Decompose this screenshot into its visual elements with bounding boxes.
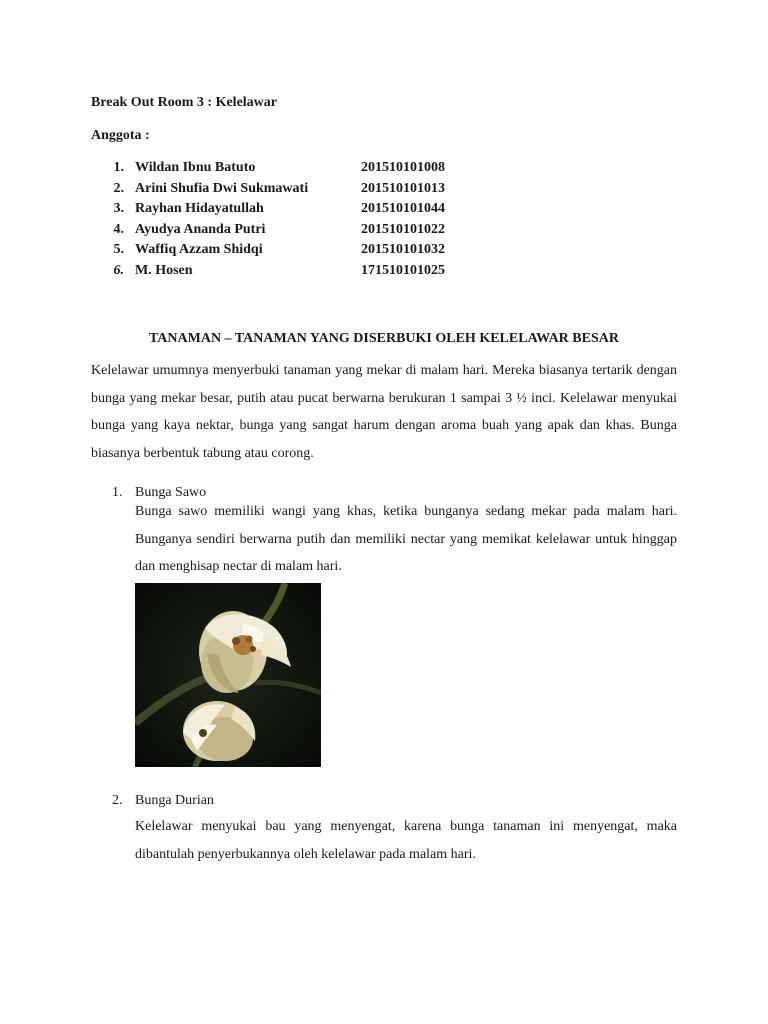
member-number: 6. — [113, 263, 124, 278]
member-row — [0, 160, 768, 178]
plant-number: 2. — [112, 793, 123, 808]
members-label: Anggota : — [91, 128, 150, 143]
member-name: Waffiq Azzam Shidqi — [135, 242, 263, 257]
plant-description: Kelelawar menyukai bau yang menyengat, karena bunga tanaman ini menyengat, maka dibantulah penyerbukannya oleh kelelawar pada malam hari. — [135, 819, 677, 862]
member-name: Wildan Ibnu Batuto — [135, 160, 256, 175]
member-row — [0, 263, 768, 281]
plant-description: Bunga sawo memiliki wangi yang khas, ketika bunganya sedang mekar pada malam hari. Bunganya sendiri berwarna putih dan memiliki nectar yang memikat kelelawar untuk hinggap dan menghisap nectar di malam hari. — [135, 504, 677, 574]
member-number: 4. — [113, 222, 124, 237]
section-heading: TANAMAN – TANAMAN YANG DISERBUKI OLEH KELELAWAR BESAR — [149, 331, 619, 346]
member-id: 201510101008 — [361, 160, 445, 175]
plant-name: Bunga Sawo — [135, 485, 207, 500]
member-row — [0, 222, 768, 240]
member-id: 201510101013 — [361, 181, 445, 196]
flower-illustration — [135, 583, 321, 767]
member-name: M. Hosen — [135, 263, 193, 278]
intro-paragraph: Kelelawar umumnya menyerbuki tanaman yang mekar di malam hari. Mereka biasanya tertarik dengan bunga yang mekar besar, putih atau pucat berwarna berukuran 1 sampai 3 ½ inci. Kelelawar menyukai bunga yang kaya nektar, bunga yang sangat harum dengan aroma buah yang apak dan khas. Bunga biasanya berbentuk tabung atau corong. — [91, 363, 677, 461]
member-number: 5. — [113, 242, 124, 257]
document-title: Break Out Room 3 : Kelelawar — [91, 95, 277, 110]
plant-name: Bunga Durian — [135, 793, 214, 808]
plant-number: 1. — [112, 485, 123, 500]
member-number: 1. — [113, 160, 124, 175]
member-row — [0, 242, 768, 260]
member-name: Rayhan Hidayatullah — [135, 201, 264, 216]
member-id: 171510101025 — [361, 263, 445, 278]
member-name: Arini Shufia Dwi Sukmawati — [135, 181, 309, 196]
member-id: 201510101044 — [361, 201, 445, 216]
sapodilla-flower-photo — [135, 583, 321, 767]
member-number: 2. — [113, 181, 124, 196]
member-id: 201510101032 — [361, 242, 445, 257]
member-row — [0, 181, 768, 199]
member-name: Ayudya Ananda Putri — [135, 222, 266, 237]
member-row — [0, 201, 768, 219]
member-number: 3. — [113, 201, 124, 216]
member-id: 201510101022 — [361, 222, 445, 237]
